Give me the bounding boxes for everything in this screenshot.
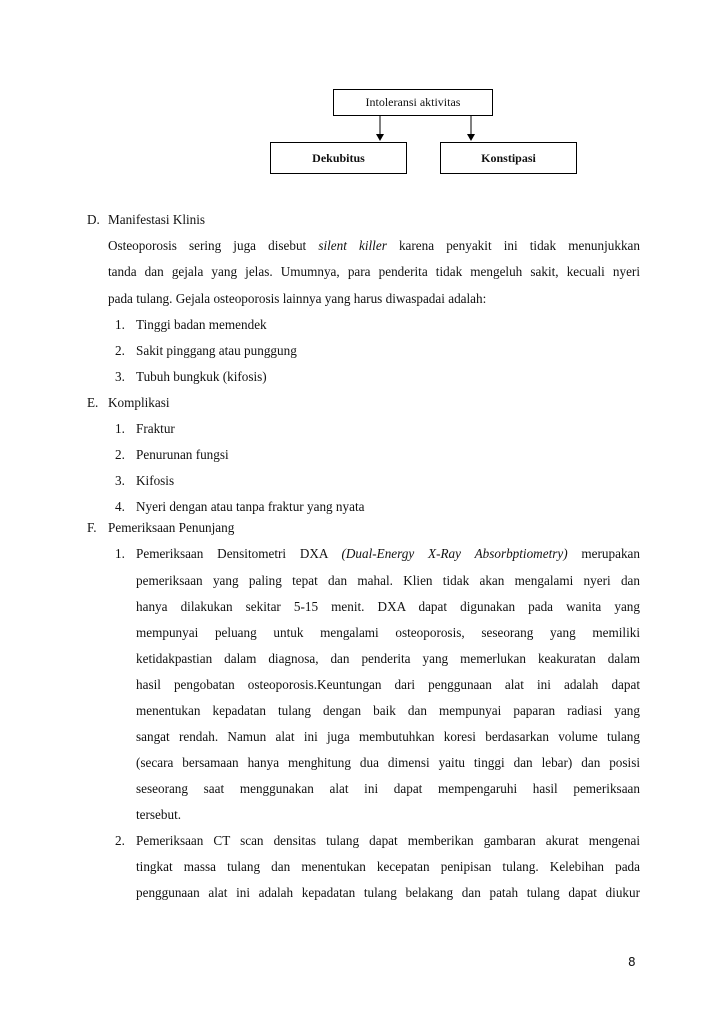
section-d-marker: D. [87,212,100,227]
section-f-item1-line: mempunyai peluang untuk mengalami osteoporosis, seseorang yang memiliki [136,625,640,640]
list-item-number: 1. [115,317,125,332]
text-run: Pemeriksaan Densitometri DXA [136,546,342,561]
section-f-item1-line: (secara bersamaan hanya menghitung dua dimensi yaitu tinggi dan lebar) dan posisi [136,755,640,770]
list-item-number: 2. [115,833,125,848]
section-f-item2-line: tingkat massa tulang dan menentukan kecepatan penipisan tulang. Kelebihan pada [136,859,640,874]
section-f-item1-line: sangat rendah. Namun alat ini juga membutuhkan koresi berdasarkan volume tulang [136,729,640,744]
diagram-box-intoleransi [333,89,493,116]
diagram-box-intoleransi-label: Intoleransi aktivitas [365,95,461,109]
section-d-heading: Manifestasi Klinis [108,212,206,227]
section-f-item1-line: hasil pengobatan osteoporosis.Keuntungan dari penggunaan alat ini adalah dapat [136,677,640,692]
section-d-paragraph-line-1 [108,238,640,254]
diagram-box-konstipasi-label: Konstipasi [481,150,536,165]
section-d-paragraph-line-2: tanda dan gejala yang jelas. Umumnya, para penderita tidak mengeluh sakit, kecuali nyeri [108,264,640,279]
list-item-number: 1. [115,546,125,561]
section-f-item2-line: penggunaan alat ini adalah kepadatan tulang belakang dan patah tulang dapat diukur [136,885,640,900]
section-f-item1-line: pemeriksaan yang paling tepat dan mahal. Klien tidak akan mengalami nyeri dan [136,573,640,588]
list-item: Tubuh bungkuk (kifosis) [136,369,267,384]
list-item-number: 2. [115,343,125,358]
text-run: Osteoporosis sering juga disebut [108,238,319,253]
section-d-paragraph-line-3: pada tulang. Gejala osteoporosis lainnya yang harus diwaspadai adalah: [108,291,487,306]
list-item: Penurunan fungsi [136,447,229,462]
section-f-item1-line-1 [136,546,640,562]
list-item-number: 4. [115,499,125,514]
section-f-item2-line: Pemeriksaan CT scan densitas tulang dapat memberikan gambaran akurat mengenai [136,833,640,848]
list-item: Sakit pinggang atau punggung [136,343,297,358]
section-f-marker: F. [87,520,97,535]
section-f-item1-line: menentukan kepadatan tulang dengan baik dan mempunyai paparan radiasi yang [136,703,640,718]
list-item: Tinggi badan memendek [136,317,267,332]
list-item: Nyeri dengan atau tanpa fraktur yang nyata [136,499,365,514]
section-f-item1-line: hanya dilakukan sekitar 5-15 menit. DXA dapat digunakan pada wanita yang [136,599,640,614]
section-f-heading: Pemeriksaan Penunjang [108,520,235,535]
section-f-item1-line: ketidakpastian dalam diagnosa, dan penderita yang memerlukan keakuratan dalam [136,651,640,666]
list-item: Kifosis [136,473,175,488]
list-item: Fraktur [136,421,175,436]
text-run: merupakan [567,546,640,561]
text-run-italic: (Dual-Energy X-Ray Absorbptiometry) [341,546,568,561]
section-e-heading: Komplikasi [108,395,170,410]
section-e-marker: E. [87,395,99,410]
diagram-box-dekubitus [270,142,407,174]
section-f-item1-line: seseorang saat menggunakan alat ini dapat mempengaruhi hasil pemeriksaan [136,781,640,796]
list-item-number: 1. [115,421,125,436]
text-run: karena penyakit ini tidak menunjukkan [386,238,640,253]
section-f-item1-line: tersebut. [136,807,182,822]
diagram-box-konstipasi [440,142,577,174]
list-item-number: 3. [115,369,125,384]
text-run-italic: silent killer [318,238,387,253]
list-item-number: 3. [115,473,125,488]
list-item-number: 2. [115,447,125,462]
diagram-box-dekubitus-label: Dekubitus [312,150,365,165]
page-number: 8 [628,955,636,969]
